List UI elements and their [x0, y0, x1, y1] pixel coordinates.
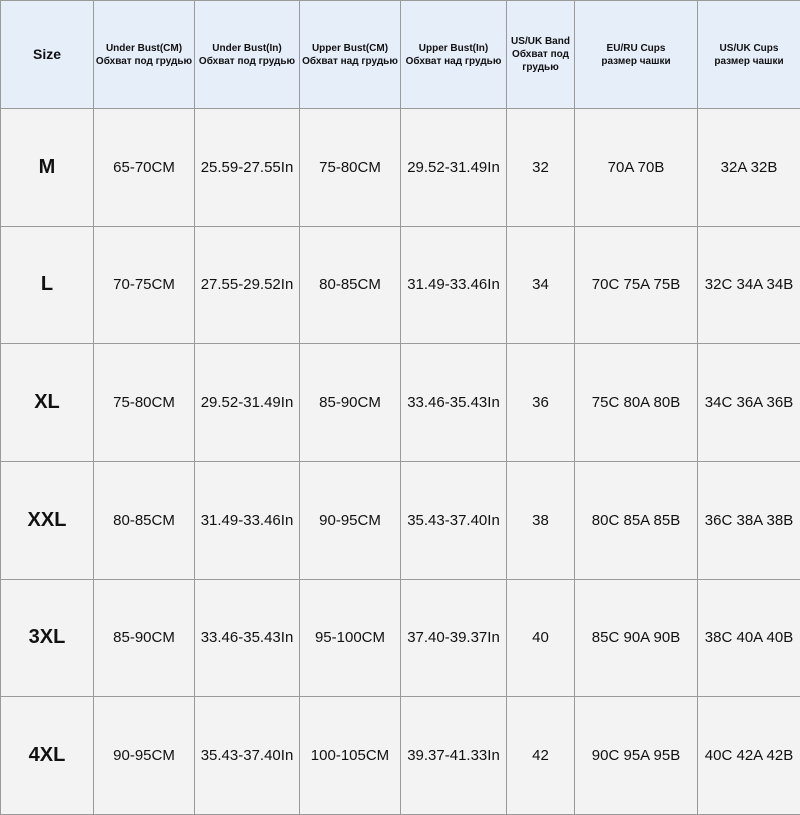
column-header-upper-bust-cm [300, 1, 401, 109]
table-cell-us-uk-cups: 32C 34A 34B [698, 226, 800, 344]
column-header-size [1, 1, 94, 109]
table-cell-eu-ru-cups: 75C 80A 80B [575, 344, 698, 462]
table-cell-under-bust-cm: 80-85CM [94, 461, 195, 579]
table-cell-eu-ru-cups: 90C 95A 95B [575, 697, 698, 815]
table-cell-upper-bust-in: 37.40-39.37In [401, 579, 507, 697]
table-cell-upper-bust-in: 31.49-33.46In [401, 226, 507, 344]
table-cell-eu-ru-cups: 85C 90A 90B [575, 579, 698, 697]
table-row [1, 461, 800, 579]
column-header-line: US/UK Cups [719, 42, 779, 54]
table-cell-us-uk-cups: 40C 42A 42B [698, 697, 800, 815]
column-header-line: Обхват над грудью [405, 55, 502, 67]
table-cell-us-uk-band: 42 [507, 697, 575, 815]
column-header-line: Обхват под грудью [198, 55, 296, 67]
table-cell-upper-bust-cm: 90-95CM [300, 461, 401, 579]
table-cell-us-uk-cups: 38C 40A 40B [698, 579, 800, 697]
table-cell-under-bust-cm: 85-90CM [94, 579, 195, 697]
table-cell-under-bust-in: 29.52-31.49In [195, 344, 300, 462]
header-row [1, 1, 800, 109]
size-cell: M [1, 109, 94, 227]
table-cell-us-uk-band: 40 [507, 579, 575, 697]
table-cell-upper-bust-cm: 95-100CM [300, 579, 401, 697]
column-header-line: Size [32, 46, 61, 62]
size-cell: 3XL [1, 579, 94, 697]
table-cell-under-bust-in: 33.46-35.43In [195, 579, 300, 697]
column-header-line: EU/RU Cups [606, 42, 666, 54]
column-header-line: грудью [522, 62, 559, 73]
table-body [1, 109, 800, 815]
table-cell-eu-ru-cups: 70C 75A 75B [575, 226, 698, 344]
column-header-under-bust-in [195, 1, 300, 109]
size-cell: L [1, 226, 94, 344]
column-header-line: Обхват под [512, 49, 569, 60]
table-cell-under-bust-in: 27.55-29.52In [195, 226, 300, 344]
table-cell-under-bust-cm: 90-95CM [94, 697, 195, 815]
table-cell-eu-ru-cups: 70A 70B [575, 109, 698, 227]
table-cell-under-bust-cm: 70-75CM [94, 226, 195, 344]
table-cell-under-bust-in: 35.43-37.40In [195, 697, 300, 815]
table-cell-us-uk-band: 38 [507, 461, 575, 579]
size-cell: 4XL [1, 697, 94, 815]
column-header-us-uk-cups [698, 1, 800, 109]
table-cell-upper-bust-cm: 75-80CM [300, 109, 401, 227]
table-cell-upper-bust-in: 33.46-35.43In [401, 344, 507, 462]
column-header-line: Upper Bust(CM) [311, 42, 389, 54]
table-cell-under-bust-cm: 65-70CM [94, 109, 195, 227]
table-cell-upper-bust-cm: 80-85CM [300, 226, 401, 344]
column-header-line: Upper Bust(In) [418, 42, 489, 54]
table-cell-under-bust-cm: 75-80CM [94, 344, 195, 462]
size-cell: XL [1, 344, 94, 462]
table-cell-under-bust-in: 31.49-33.46In [195, 461, 300, 579]
table-cell-upper-bust-in: 29.52-31.49In [401, 109, 507, 227]
table-cell-us-uk-cups: 32A 32B [698, 109, 800, 227]
table-row [1, 109, 800, 227]
table-cell-us-uk-band: 36 [507, 344, 575, 462]
column-header-under-bust-cm [94, 1, 195, 109]
table-cell-eu-ru-cups: 80C 85A 85B [575, 461, 698, 579]
table-header [1, 1, 800, 109]
table-cell-upper-bust-in: 35.43-37.40In [401, 461, 507, 579]
table-row [1, 697, 800, 815]
table-cell-us-uk-band: 34 [507, 226, 575, 344]
table-cell-upper-bust-in: 39.37-41.33In [401, 697, 507, 815]
table-cell-us-uk-cups: 36C 38A 38B [698, 461, 800, 579]
table-row [1, 579, 800, 697]
column-header-eu-ru-cups [575, 1, 698, 109]
column-header-line: размер чашки [601, 55, 671, 67]
table-row [1, 226, 800, 344]
column-header-line: Under Bust(CM) [105, 42, 183, 54]
column-header-us-uk-band [507, 1, 575, 109]
table-cell-under-bust-in: 25.59-27.55In [195, 109, 300, 227]
column-header-line: US/UK Band [511, 36, 570, 47]
table-row [1, 344, 800, 462]
column-header-line: Обхват над грудью [302, 55, 398, 67]
size-cell: XXL [1, 461, 94, 579]
table-cell-us-uk-cups: 34C 36A 36B [698, 344, 800, 462]
column-header-line: Under Bust(In) [212, 42, 282, 54]
table-cell-upper-bust-cm: 85-90CM [300, 344, 401, 462]
column-header-line: Обхват под грудью [95, 55, 193, 67]
column-header-line: размер чашки [714, 55, 784, 67]
column-header-upper-bust-in [401, 1, 507, 109]
table-cell-upper-bust-cm: 100-105CM [300, 697, 401, 815]
table-cell-us-uk-band: 32 [507, 109, 575, 227]
